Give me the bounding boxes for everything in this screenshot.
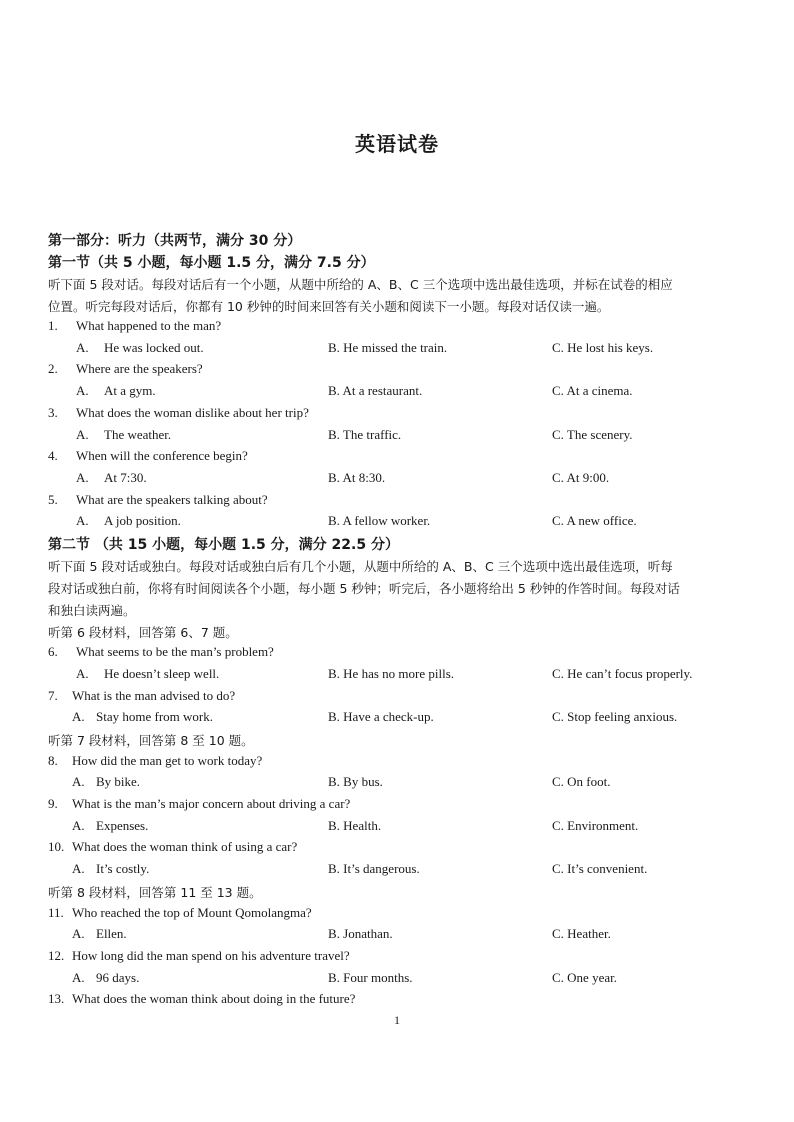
- option-a: At 7:30.: [104, 470, 147, 485]
- question-number: 12.: [48, 948, 65, 963]
- option-b: B. Health.: [328, 818, 382, 833]
- question-2: [0, 361, 794, 381]
- option-c: C. It’s convenient.: [552, 861, 648, 876]
- question-text: What seems to be the man’s problem?: [76, 644, 274, 659]
- option-c: C. On foot.: [552, 774, 611, 789]
- question-text: What does the woman think about doing in the future?: [72, 991, 356, 1006]
- question-text: How did the man get to work today?: [72, 753, 263, 768]
- question-8: [0, 753, 794, 773]
- question-12-options: [0, 970, 794, 990]
- section1-instruction-line2: 位置。听完每段对话后，你都有 10 秒钟的时间来回答有关小题和阅读下一小题。每段对话仅读一遍。: [48, 299, 610, 314]
- question-11: [0, 905, 794, 925]
- option-b: B. The traffic.: [328, 427, 402, 442]
- option-a: He doesn’t sleep well.: [104, 666, 220, 681]
- question-number: 5.: [48, 492, 58, 507]
- question-text: What happened to the man?: [76, 318, 222, 333]
- section2-heading: 第二节 （共 15 小题，每小题 1.5 分，满分 22.5 分）: [48, 537, 399, 553]
- question-text: Who reached the top of Mount Qomolangma?: [72, 905, 312, 920]
- option-a-label: A.: [76, 513, 89, 528]
- question-10-options: [0, 861, 794, 881]
- option-a-label: A.: [76, 470, 89, 485]
- option-b: B. He missed the train.: [328, 340, 448, 355]
- question-7-options: [0, 709, 794, 729]
- question-12: [0, 948, 794, 968]
- material-note-8: 听第 8 段材料，回答第 11 至 13 题。: [48, 885, 262, 900]
- question-number: 8.: [48, 753, 58, 768]
- question-1: [0, 318, 794, 338]
- option-a-label: A.: [76, 666, 89, 681]
- question-1-options: [0, 340, 794, 360]
- option-c: C. At a cinema.: [552, 383, 633, 398]
- question-10: [0, 839, 794, 859]
- option-a-label: A.: [72, 970, 85, 985]
- question-number: 9.: [48, 796, 58, 811]
- option-c: C. The scenery.: [552, 427, 633, 442]
- option-a-label: A.: [72, 818, 85, 833]
- question-number: 2.: [48, 361, 58, 376]
- option-b: B. Four months.: [328, 970, 413, 985]
- question-text: What does the woman think of using a car?: [72, 839, 298, 854]
- question-6-options: [0, 666, 794, 686]
- option-b: B. At a restaurant.: [328, 383, 423, 398]
- question-number: 3.: [48, 405, 58, 420]
- question-number: 7.: [48, 688, 58, 703]
- section2-instruction-line2: 段对话或独白前，你将有时间阅读各个小题，每小题 5 秒钟；听完后，各小题将给出 5 秒钟的作答时间。每段对话: [48, 581, 680, 596]
- option-a: A job position.: [104, 513, 181, 528]
- option-a: 96 days.: [96, 970, 140, 985]
- material-note-6: 听第 6 段材料，回答第 6、7 题。: [48, 625, 238, 640]
- section2-instruction-line1: 听下面 5 段对话或独白。每段对话或独白后有几个小题，从题中所给的 A、B、C 三个选项中选出最佳选项，听每: [48, 559, 673, 574]
- part1-heading: 第一部分：听力（共两节，满分 30 分）: [48, 233, 302, 249]
- question-5-options: [0, 513, 794, 533]
- exam-title: 英语试卷: [355, 132, 439, 156]
- option-a: By bike.: [96, 774, 141, 789]
- option-b: B. A fellow worker.: [328, 513, 431, 528]
- option-c: C. Environment.: [552, 818, 639, 833]
- question-9-options: [0, 818, 794, 838]
- option-b: B. At 8:30.: [328, 470, 386, 485]
- question-5: [0, 492, 794, 512]
- option-c: C. At 9:00.: [552, 470, 610, 485]
- question-number: 6.: [48, 644, 58, 659]
- option-a: Stay home from work.: [96, 709, 213, 724]
- option-c: C. One year.: [552, 970, 617, 985]
- question-number: 4.: [48, 448, 58, 463]
- question-13: [0, 991, 794, 1011]
- question-text: What is the man’s major concern about driving a car?: [72, 796, 351, 811]
- question-text: Where are the speakers?: [76, 361, 203, 376]
- option-a: It’s costly.: [96, 861, 150, 876]
- material-note-7: 听第 7 段材料，回答第 8 至 10 题。: [48, 733, 254, 748]
- option-a: The weather.: [104, 427, 172, 442]
- option-a: Expenses.: [96, 818, 149, 833]
- option-a-label: A.: [72, 774, 85, 789]
- option-a-label: A.: [72, 709, 85, 724]
- section1-instruction-line1: 听下面 5 段对话。每段对话后有一个小题，从题中所给的 A、B、C 三个选项中选出最佳选项，并标在试卷的相应: [48, 277, 673, 292]
- option-c: C. Heather.: [552, 926, 611, 941]
- question-2-options: [0, 383, 794, 403]
- question-text: When will the conference begin?: [76, 448, 248, 463]
- question-text: What are the speakers talking about?: [76, 492, 268, 507]
- option-c: C. Stop feeling anxious.: [552, 709, 678, 724]
- option-c: C. A new office.: [552, 513, 637, 528]
- question-3: [0, 405, 794, 425]
- option-b: B. By bus.: [328, 774, 383, 789]
- option-a: Ellen.: [96, 926, 127, 941]
- option-a-label: A.: [76, 427, 89, 442]
- option-c: C. He lost his keys.: [552, 340, 654, 355]
- section2-instruction-line3: 和独白读两遍。: [48, 603, 136, 618]
- question-text: What does the woman dislike about her trip?: [76, 405, 309, 420]
- question-8-options: [0, 774, 794, 794]
- question-text: What is the man advised to do?: [72, 688, 236, 703]
- question-7: [0, 688, 794, 708]
- question-number: 11.: [48, 905, 64, 920]
- section1-heading: 第一节（共 5 小题，每小题 1.5 分，满分 7.5 分）: [48, 255, 375, 271]
- question-6: [0, 644, 794, 664]
- option-a-label: A.: [76, 340, 89, 355]
- option-a-label: A.: [72, 926, 85, 941]
- option-b: B. Jonathan.: [328, 926, 393, 941]
- option-c: C. He can’t focus properly.: [552, 666, 693, 681]
- question-number: 13.: [48, 991, 65, 1006]
- question-11-options: [0, 926, 794, 946]
- question-text: How long did the man spend on his adventure travel?: [72, 948, 350, 963]
- option-a-label: A.: [72, 861, 85, 876]
- option-a: At a gym.: [104, 383, 156, 398]
- page-number: 1: [394, 1013, 400, 1027]
- question-number: 10.: [48, 839, 65, 854]
- option-b: B. Have a check-up.: [328, 709, 434, 724]
- question-number: 1.: [48, 318, 58, 333]
- option-b: B. He has no more pills.: [328, 666, 455, 681]
- question-9: [0, 796, 794, 816]
- question-4-options: [0, 470, 794, 490]
- question-4: [0, 448, 794, 468]
- option-a: He was locked out.: [104, 340, 204, 355]
- option-a-label: A.: [76, 383, 89, 398]
- question-3-options: [0, 427, 794, 447]
- option-b: B. It’s dangerous.: [328, 861, 420, 876]
